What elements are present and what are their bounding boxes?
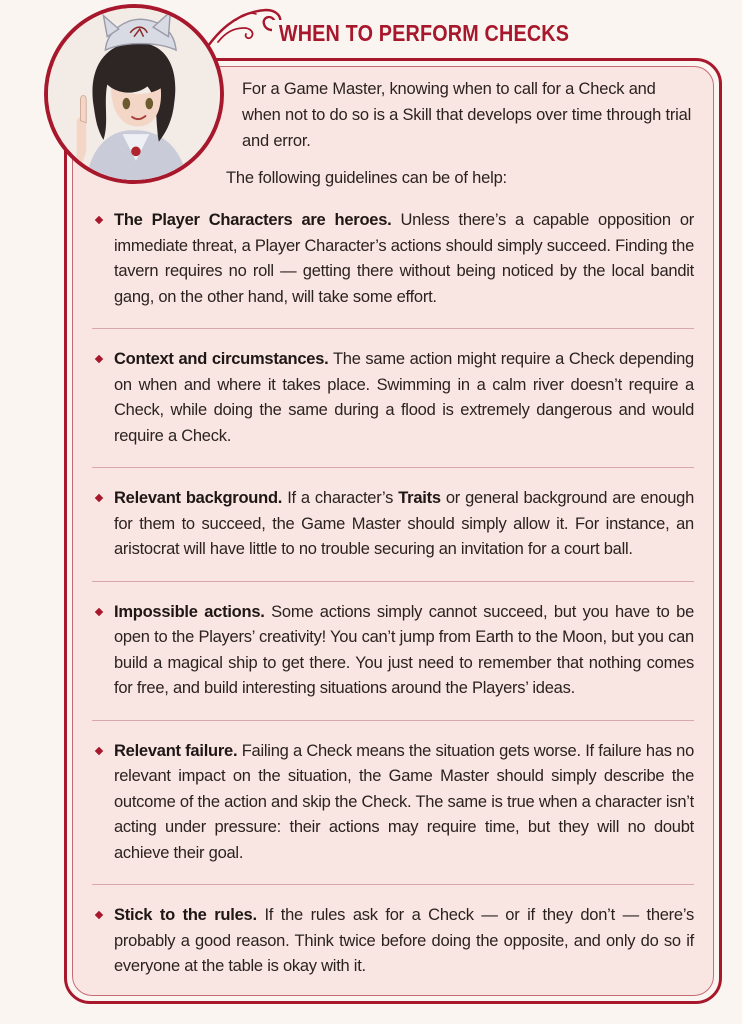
bullet-diamond-icon [95, 355, 103, 363]
bullet-diamond-icon [95, 746, 103, 754]
guideline-heading: Impossible actions. [114, 602, 265, 621]
game-master-avatar-icon [48, 8, 220, 180]
guideline-failure [92, 739, 694, 886]
guideline-heading: The Player Characters are heroes. [114, 211, 392, 229]
guideline-rules [92, 903, 694, 998]
guideline-heading: Context and circumstances. [114, 350, 329, 368]
guideline-impossible [92, 600, 694, 721]
bullet-diamond-icon [95, 911, 103, 919]
guideline-text: Unless there’s a capable opposition or immediate threat, a Player Character’s actions should simply succeed. Finding the tavern requires no roll — getting there without being noticed by the local bandit gang, on the other hand, will take some effort. [114, 211, 694, 306]
guideline-text: The same action might require a Check depending on when and where it takes place. Swimming in a calm river doesn’t require a Check, while doing the same during a flood is extremely dangerous and would require a Check. [114, 350, 694, 445]
bullet-diamond-icon [95, 216, 103, 224]
intro-paragraph: For a Game Master, knowing when to call for a Check and when not to do so is a Skill that develops over time through trial and error. [242, 80, 692, 150]
bullet-diamond-icon [95, 494, 103, 502]
guideline-heading: Relevant background. [114, 489, 283, 507]
guideline-heroes [92, 208, 694, 329]
guideline-text: Some actions simply cannot succeed, but you have to be open to the Players’ creativity! You can’t jump from Earth to the Moon, but you can build a magical ship to get there. You just need to remember that nothing comes for free, and build interesting situations around the Players’ ideas. [114, 602, 694, 697]
guideline-background [92, 486, 694, 582]
bullet-diamond-icon [95, 607, 103, 615]
guideline-text-before: If a character’s [287, 489, 394, 507]
intro-lead: The following guidelines can be of help: [226, 169, 507, 187]
guideline-heading: Stick to the rules. [114, 906, 257, 924]
guideline-text: If the rules ask for a Check — or if they don’t — there’s probably a good reason. Think twice before doing the opposite, and only do so if everyone at the table is okay with it. [114, 906, 694, 975]
page-title: WHEN TO PERFORM CHECKS [272, 20, 578, 47]
guideline-text-after: or general background are enough for them to succeed, the Game Master should simply allow it. For instance, an aristocrat will have little to no trouble securing an invitation for a court ball. [114, 489, 694, 558]
guideline-context [92, 347, 694, 468]
guidelines-list [92, 208, 694, 998]
character-portrait [44, 4, 224, 184]
guideline-text: Failing a Check means the situation gets worse. If failure has no relevant impact on the situation, the Game Master should simply describe the outcome of the action and skip the Check. The same is true when a character isn’t acting under pressure: their actions may require time, but they will no doubt achieve their goal. [114, 741, 695, 862]
guideline-heading: Relevant failure. [114, 741, 238, 760]
traits-emphasis: Traits [398, 489, 441, 507]
